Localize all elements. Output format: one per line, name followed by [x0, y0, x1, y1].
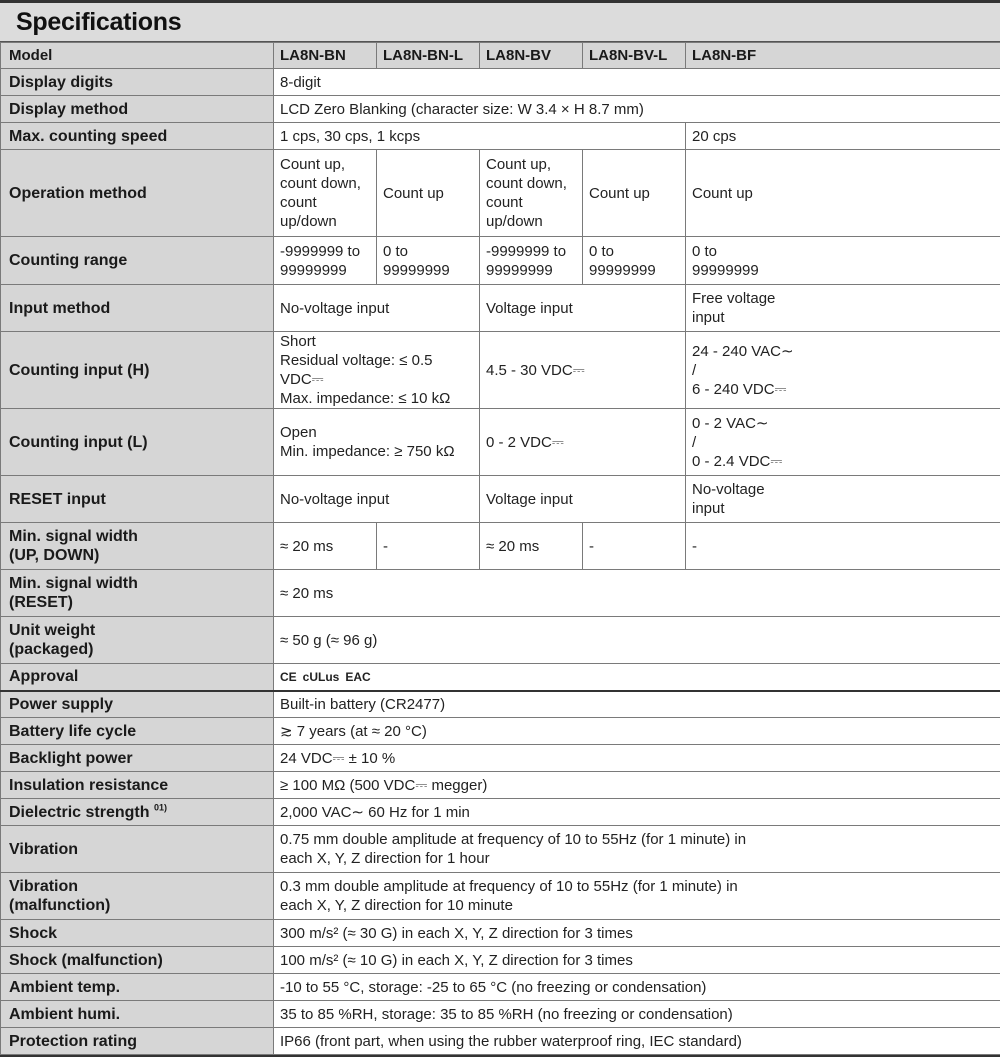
row-label: Battery life cycle: [1, 718, 274, 745]
table-row-reset-input: [1, 476, 1000, 523]
row-label: Min. signal width (UP, DOWN): [1, 523, 274, 570]
table-row-counting-input-h: [1, 332, 1000, 409]
cell-value: -: [583, 523, 686, 570]
cell-value: Voltage input: [480, 476, 686, 523]
eac-mark-icon: EAC: [345, 668, 370, 687]
row-label: Ambient humi.: [1, 1001, 274, 1028]
row-label: Counting range: [1, 237, 274, 285]
page-title: Specifications: [16, 8, 181, 37]
row-label: Approval: [1, 664, 274, 691]
cell-value: 1 cps, 30 cps, 1 kcps: [274, 123, 686, 150]
cell-value: ≳ 7 years (at ≈ 20 °C): [274, 718, 1000, 745]
cell-value: Open Min. impedance: ≥ 750 kΩ: [274, 409, 480, 476]
row-label: Backlight power: [1, 745, 274, 772]
cell-value: Count up, count down, count up/down: [274, 150, 377, 237]
cell-value: IP66 (front part, when using the rubber waterproof ring, IEC standard): [274, 1028, 1000, 1055]
row-label: Insulation resistance: [1, 772, 274, 799]
table-row-backlight-power: [1, 745, 1000, 772]
table-row-ambient-humi: [1, 1001, 1000, 1028]
row-label: Vibration: [1, 826, 274, 873]
approval-marks: [280, 668, 371, 687]
row-label: RESET input: [1, 476, 274, 523]
cell-value: 24 VDC⎓ ± 10 %: [274, 745, 1000, 772]
model-header: LA8N-BN-L: [377, 43, 480, 69]
table-row-insulation-resistance: [1, 772, 1000, 799]
row-label: Shock: [1, 920, 274, 947]
table-row-min-signal-reset: [1, 570, 1000, 617]
footnote-marker: 01): [154, 802, 167, 812]
model-header: LA8N-BF: [686, 43, 1000, 69]
row-label: Max. counting speed: [1, 123, 274, 150]
cell-value: 0 to 99999999: [583, 237, 686, 285]
table-row-operation-method: [1, 150, 1000, 237]
cell-value: 300 m/s² (≈ 30 G) in each X, Y, Z direction for 3 times: [274, 920, 1000, 947]
cell-value: ≈ 20 ms: [274, 570, 1000, 617]
row-label-text: Dielectric strength: [9, 804, 149, 821]
table-row-model: [1, 43, 1000, 69]
ce-mark-icon: CE: [280, 668, 297, 687]
table-row-shock-malfunction: [1, 947, 1000, 974]
row-label: Display method: [1, 96, 274, 123]
cell-value: ≈ 50 g (≈ 96 g): [274, 617, 1000, 664]
row-label: Input method: [1, 285, 274, 332]
cell-value: 8-digit: [274, 69, 1000, 96]
row-label: Unit weight (packaged): [1, 617, 274, 664]
spec-table: [0, 42, 1000, 1055]
cell-value: Count up: [583, 150, 686, 237]
table-row-max-counting-speed: [1, 123, 1000, 150]
table-row-dielectric-strength: [1, 799, 1000, 826]
row-label: Power supply: [1, 691, 274, 718]
cell-value: No-voltage input: [274, 285, 480, 332]
cell-value: -10 to 55 °C, storage: -25 to 65 °C (no freezing or condensation): [274, 974, 1000, 1001]
cell-value: [274, 664, 1000, 691]
cell-value: Voltage input: [480, 285, 686, 332]
cell-value: Count up, count down, count up/down: [480, 150, 583, 237]
cell-value: Built-in battery (CR2477): [274, 691, 1000, 718]
cell-value: -: [686, 523, 1000, 570]
cell-value: No-voltage input: [686, 476, 1000, 523]
cell-value: ≈ 20 ms: [480, 523, 583, 570]
cell-value: 0 - 2 VDC⎓: [480, 409, 686, 476]
spec-table-wrap: [0, 42, 1000, 1057]
table-row-input-method: [1, 285, 1000, 332]
row-label: Counting input (H): [1, 332, 274, 409]
cell-value: ≥ 100 MΩ (500 VDC⎓ megger): [274, 772, 1000, 799]
cell-value: 2,000 VAC∼ 60 Hz for 1 min: [274, 799, 1000, 826]
title-bar: [0, 0, 1000, 42]
row-label: Vibration (malfunction): [1, 873, 274, 920]
table-row-counting-range: [1, 237, 1000, 285]
table-row-ambient-temp: [1, 974, 1000, 1001]
row-label: Counting input (L): [1, 409, 274, 476]
model-header: LA8N-BV-L: [583, 43, 686, 69]
cell-value: 0.3 mm double amplitude at frequency of 10 to 55Hz (for 1 minute) in each X, Y, Z direction for 10 minute: [274, 873, 1000, 920]
cell-value: 35 to 85 %RH, storage: 35 to 85 %RH (no freezing or condensation): [274, 1001, 1000, 1028]
row-label: Ambient temp.: [1, 974, 274, 1001]
cell-value: Short Residual voltage: ≤ 0.5 VDC⎓ Max. impedance: ≤ 10 kΩ: [274, 332, 480, 409]
row-label: Min. signal width (RESET): [1, 570, 274, 617]
model-header: LA8N-BV: [480, 43, 583, 69]
cell-value: Count up: [686, 150, 1000, 237]
row-label: Display digits: [1, 69, 274, 96]
cell-value: Count up: [377, 150, 480, 237]
cell-value: -9999999 to 99999999: [274, 237, 377, 285]
table-row-approval: [1, 664, 1000, 691]
row-label: Model: [1, 43, 274, 69]
table-row-counting-input-l: [1, 409, 1000, 476]
row-label: Shock (malfunction): [1, 947, 274, 974]
table-row-battery-life: [1, 718, 1000, 745]
table-row-protection-rating: [1, 1028, 1000, 1055]
row-label: Protection rating: [1, 1028, 274, 1055]
cell-value: 20 cps: [686, 123, 1000, 150]
cell-value: Free voltage input: [686, 285, 1000, 332]
cell-value: 0 to 99999999: [686, 237, 1000, 285]
cell-value: ≈ 20 ms: [274, 523, 377, 570]
cell-value: 24 - 240 VAC∼ / 6 - 240 VDC⎓: [686, 332, 1000, 409]
table-row-unit-weight: [1, 617, 1000, 664]
culus-mark-icon: cULus: [303, 668, 340, 687]
cell-value: -: [377, 523, 480, 570]
table-row-vibration-malfunction: [1, 873, 1000, 920]
table-row-min-signal-updown: [1, 523, 1000, 570]
model-header: LA8N-BN: [274, 43, 377, 69]
table-row-display-method: [1, 96, 1000, 123]
row-label: Operation method: [1, 150, 274, 237]
row-label: [1, 799, 274, 826]
cell-value: 4.5 - 30 VDC⎓: [480, 332, 686, 409]
cell-value: LCD Zero Blanking (character size: W 3.4 × H 8.7 mm): [274, 96, 1000, 123]
table-row-power-supply: [1, 691, 1000, 718]
cell-value: 0 to 99999999: [377, 237, 480, 285]
table-row-display-digits: [1, 69, 1000, 96]
cell-value: 100 m/s² (≈ 10 G) in each X, Y, Z direction for 3 times: [274, 947, 1000, 974]
table-row-shock: [1, 920, 1000, 947]
cell-value: -9999999 to 99999999: [480, 237, 583, 285]
cell-value: 0 - 2 VAC∼ / 0 - 2.4 VDC⎓: [686, 409, 1000, 476]
cell-value: 0.75 mm double amplitude at frequency of 10 to 55Hz (for 1 minute) in each X, Y, Z direction for 1 hour: [274, 826, 1000, 873]
table-row-vibration: [1, 826, 1000, 873]
cell-value: No-voltage input: [274, 476, 480, 523]
